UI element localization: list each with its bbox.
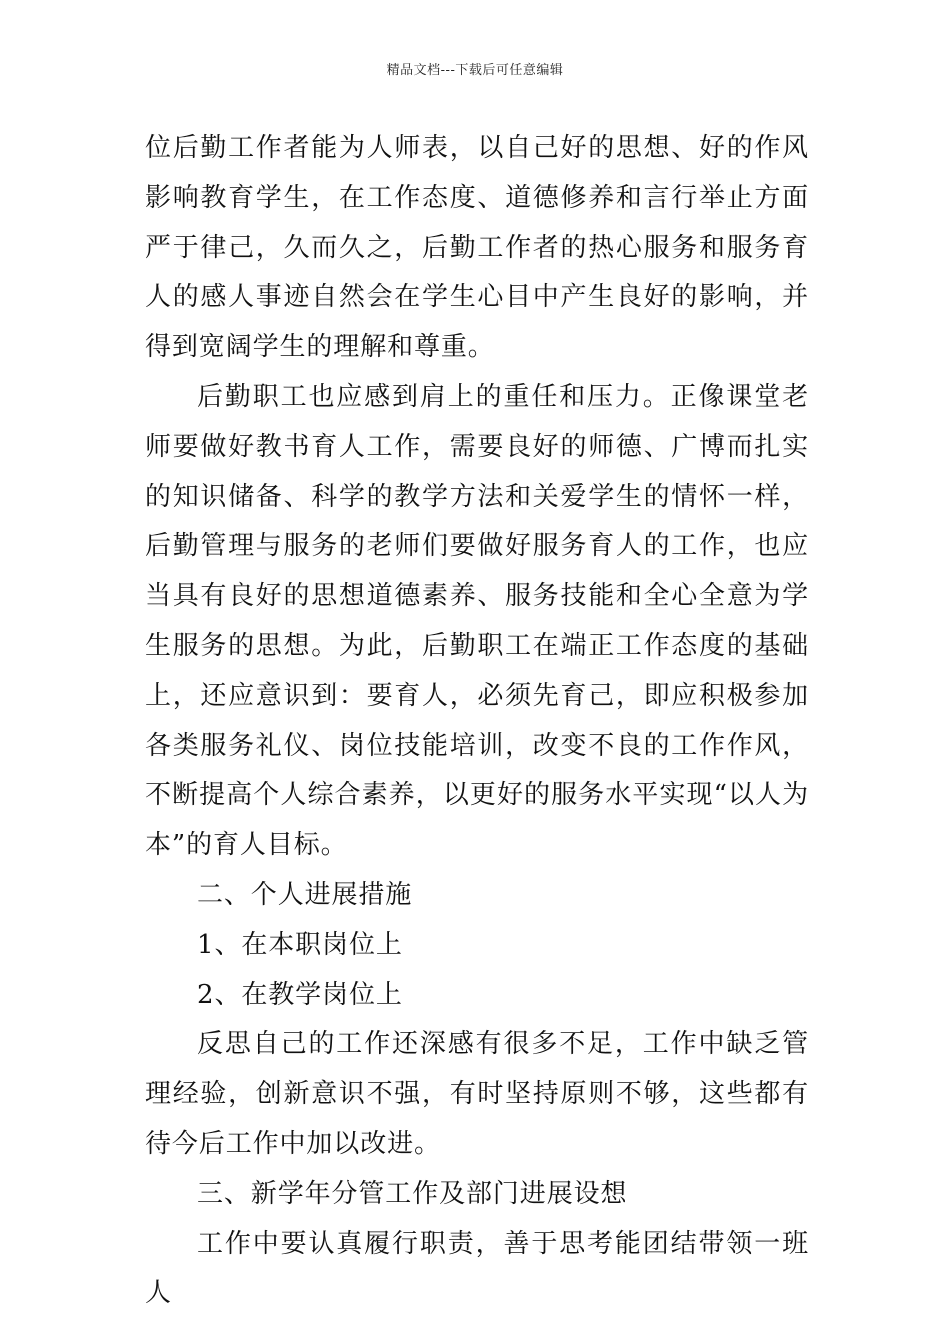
paragraph-reflection: 反思自己的工作还深感有很多不足，工作中缺乏管理经验，创新意识不强，有时坚持原则不够，这些都有待今后工作中加以改进。 [145, 1029, 809, 1159]
section-heading-measures: 二、个人进展措施 [197, 879, 413, 910]
page-header: 精品文档---下载后可任意编辑 [386, 63, 564, 78]
list-item-own-post: 1、在本职岗位上 [197, 929, 403, 960]
paragraph-continuation: 位后勤工作者能为人师表，以自己好的思想、好的作风影响教育学生，在工作态度、道德修养和言行举止方面严于律己，久而久之，后勤工作者的热心服务和服务育人的感人事迹自然会在学生心目中产生良好的影响，并得到宽阔学生的理解和尊重。 [145, 133, 809, 363]
section-heading-new-year: 三、新学年分管工作及部门进展设想 [197, 1178, 628, 1209]
paragraph-duties: 工作中要认真履行职责，善于思考能团结带领一班人 [145, 1228, 809, 1309]
paragraph-logistics-staff: 后勤职工也应感到肩上的重任和压力。正像课堂老师要做好教书育人工作，需要良好的师德、广博而扎实的知识储备、科学的教学方法和关爱学生的情怀一样，后勤管理与服务的老师们要做好服务育人的工作，也应当具有良好的思想道德素养、服务技能和全心全意为学生服务的思想。为此，后勤职工在端正工作态度的基础上，还应意识到：要育人，必须先育己，即应积极参加各类服务礼仪、岗位技能培训，改变不良的工作作风，不断提高个人综合素养，以更好的服务水平实现“以人为本”的育人目标。 [145, 381, 809, 861]
list-item-teaching-post: 2、在教学岗位上 [197, 979, 403, 1010]
document-body [145, 124, 809, 1319]
